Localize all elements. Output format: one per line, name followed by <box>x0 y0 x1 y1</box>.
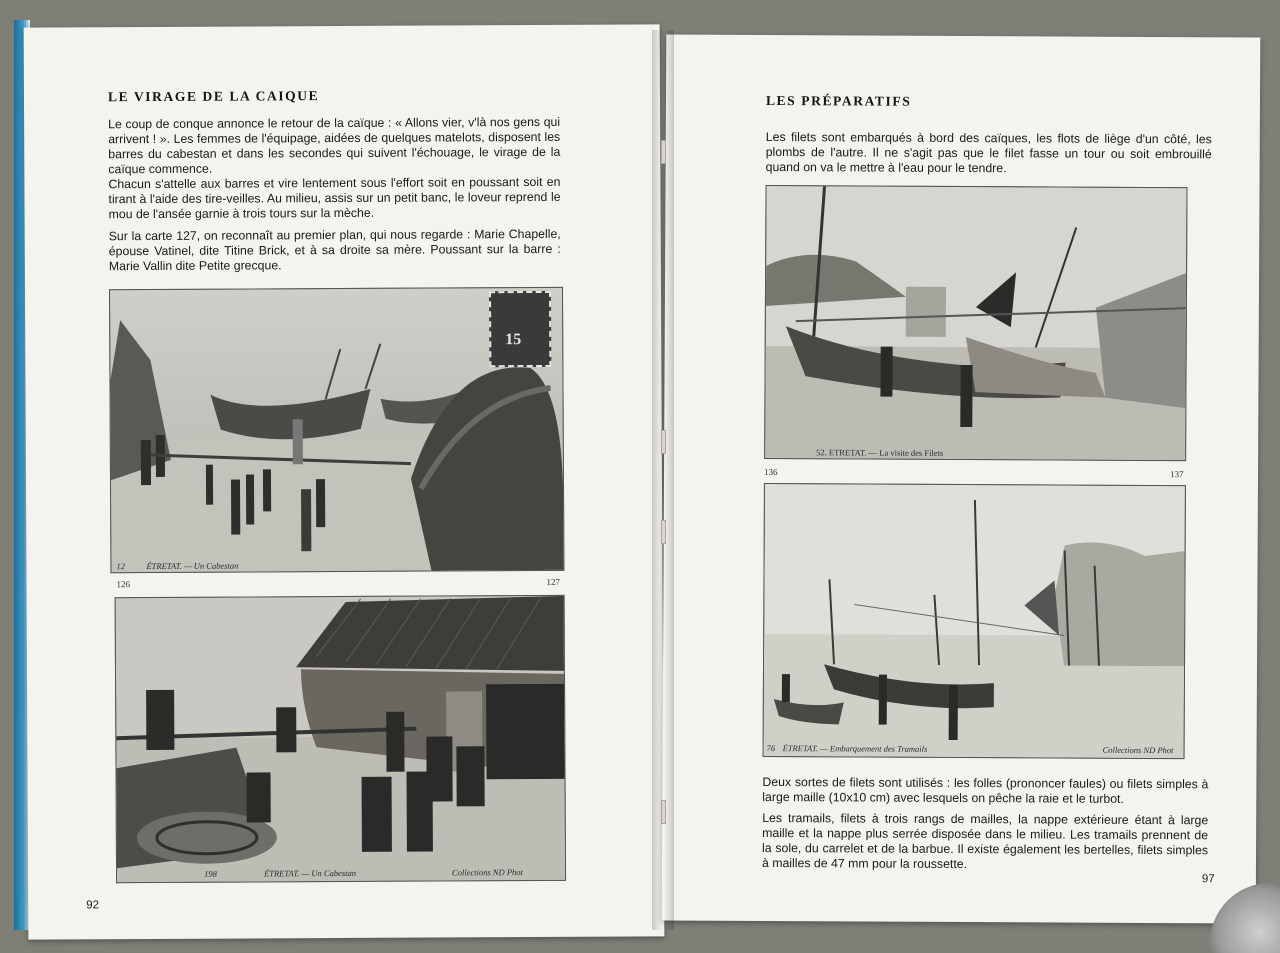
left-paragraph-3: Sur la carte 127, on reconnaît au premier plan, qui nous regarde : Marie Chapelle, épouse Vatinel, dite Titine Brick, et à sa droite sa mère. Poussant sur la barre : Marie Vallin dite Petite grecque. <box>108 226 561 274</box>
photo-visite-filets <box>764 185 1187 461</box>
right-paragraph-filets: Deux sortes de filets sont utilisés : les folles (prononcer faules) ou filets simples à large maille (10x10 cm) avec lesquels on pêche la raie et le turbot. <box>762 774 1209 806</box>
page-number-right: 97 <box>1201 873 1215 886</box>
right-page <box>662 34 1261 923</box>
binding-stitch <box>661 140 666 164</box>
photo-number-137: 137 <box>1170 469 1184 480</box>
page-number-left: 92 <box>86 899 100 912</box>
photo-tramails-collection: Collections ND Phot <box>1102 744 1174 756</box>
photo-number-136: 136 <box>764 466 778 478</box>
binding-stitch <box>661 800 666 824</box>
embarquement-tramails-photo-image <box>764 484 1185 758</box>
right-paragraph-tramails: Les tramails, filets à trois rangs de mailles, la nappe extérieure étant à large maille et la nappe plus serrée disposée dans le milieu. Les tramails prennent de la sole, du carrelet et de la barbue. Il existe également les bertelles, filets simples à mailles de 47 mm pour la roussette. <box>761 810 1209 872</box>
left-page <box>24 24 665 939</box>
left-page-heading: LE VIRAGE DE LA CAIQUE <box>107 88 320 105</box>
left-paragraph-1: Le coup de conque annonce le retour de la caïque : « Allons vier, v'là nos gens qui arrivent ! ». Les femmes de l'équipage, aidées de quelques matelots, disposent les barres du cabestan et dans les secondes qui suivent l'échouage, le virage de la caïque commence. <box>108 114 561 177</box>
stamp-value: 15 <box>505 331 522 349</box>
right-paragraph-intro: Les filets sont embarqués à bord des caïques, les flots de liège d'un côté, les plombs de l'autre. Il ne s'agit pas que le filet fasse un tour ou soit embrouillé quand on va le mettre à l'eau pour le tendre. <box>765 129 1212 176</box>
photo-number-127: 127 <box>546 576 561 587</box>
photo-tramails-caption: ÉTRETAT. — Embarquement des Tramails <box>782 743 928 754</box>
photo-embarquement-tramails <box>763 483 1186 759</box>
photo-top-caption-number: 12 <box>116 561 125 572</box>
postage-stamp <box>489 291 551 367</box>
book-gutter <box>652 30 674 930</box>
cabestan-shed-photo-image <box>116 596 565 882</box>
photo-bottom-collection: Collections ND Phot <box>452 867 523 878</box>
photo-tramails-caption-number: 76 <box>766 742 776 754</box>
photo-bottom-caption: ÉTRETAT. — Un Cabestan <box>264 867 357 879</box>
binding-stitch <box>661 520 666 544</box>
photo-top-caption: ÉTRETAT. — Un Cabestan <box>146 560 239 572</box>
photo-bottom-caption-number: 198 <box>204 868 217 879</box>
photo-cabestan-shed <box>115 595 566 883</box>
right-page-heading: LES PRÉPARATIFS <box>765 92 912 109</box>
binding-stitch <box>661 430 666 454</box>
photo-number-126: 126 <box>116 579 131 590</box>
left-paragraph-2: Chacun s'attelle aux barres et vire lentement sous l'effort soit en poussant soit en tirant à l'aide des tire-veilles. Au milieu, assis sur un petit banc, le loveur reprend le mou de l'ansée garnie à trois tours sur la mèche. <box>108 174 561 222</box>
photo-visite-caption: 52. ETRETAT. — La visite des Filets <box>816 447 944 458</box>
visite-filets-photo-image <box>765 186 1186 460</box>
